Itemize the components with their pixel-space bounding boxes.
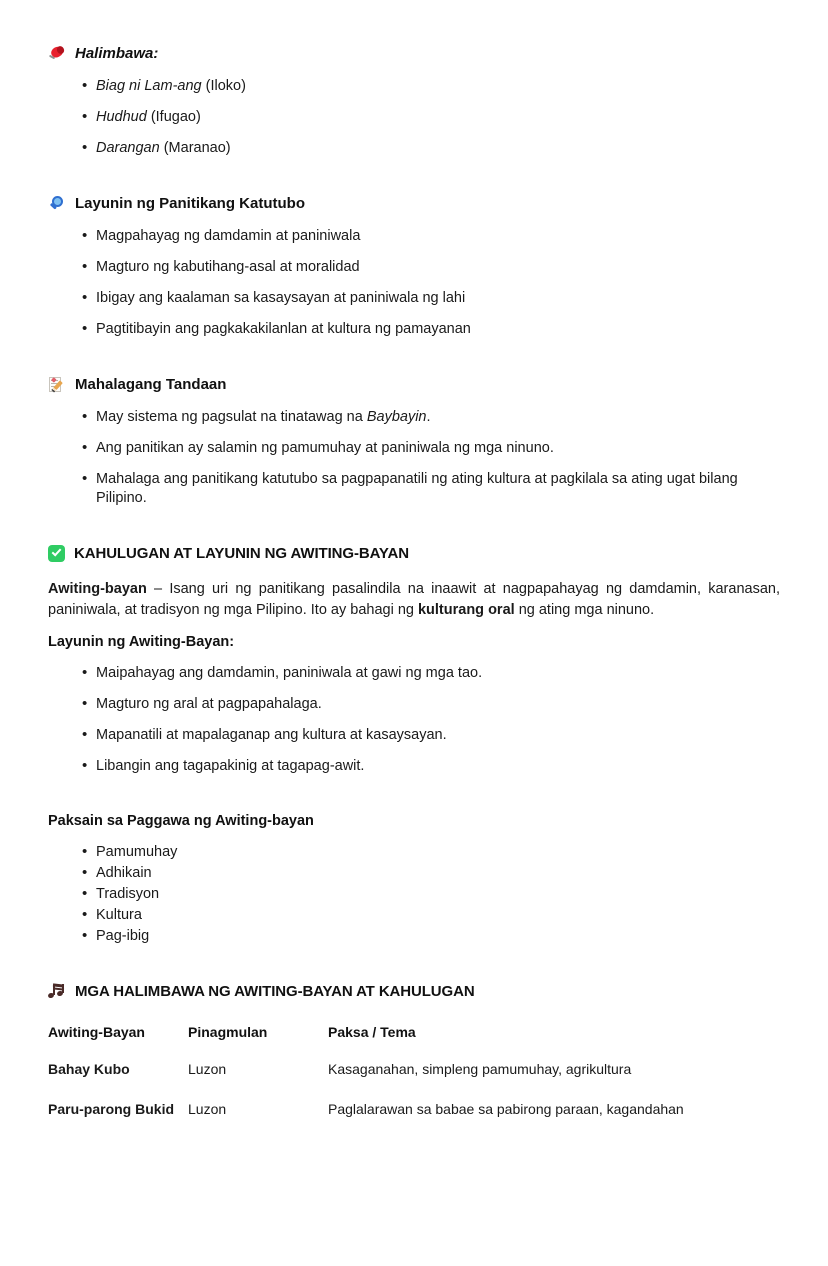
note-text-pre: May sistema ng pagsulat na tinatawag na [96, 409, 367, 425]
green-check-icon [48, 544, 66, 562]
section-heading-mahalagang-tandaan [48, 375, 780, 394]
musical-notes-icon [48, 984, 67, 1003]
definition-paragraph [48, 579, 780, 621]
note-text-post: . [426, 409, 431, 425]
list-item: • Mapanatili at mapalaganap ang kultura at kasaysayan. [48, 726, 780, 745]
list-item [48, 408, 780, 427]
work-origin: (Maranao) [159, 140, 231, 156]
heading-label-halimbawa-table: MGA HALIMBAWA NG AWITING-BAYAN AT KAHULUGAN [75, 983, 475, 1000]
work-origin: (Ifugao) [146, 109, 201, 125]
section-heading-paksain: Paksain sa Paggawa ng Awiting-bayan [48, 813, 314, 829]
pushpin-icon [48, 45, 67, 64]
list-paksain [48, 843, 780, 946]
list-item [48, 139, 780, 158]
magnifier-icon [48, 195, 67, 214]
list-item: • Adhikain [48, 864, 780, 883]
list-item [48, 108, 780, 127]
memo-icon [48, 376, 67, 395]
list-item: • Ang panitikan ay salamin ng pamumuhay at paniniwala ng mga ninuno. [48, 439, 780, 458]
cell-paksa: Kasaganahan, simpleng pamumuhay, agrikultura [328, 1060, 632, 1077]
section-heading-halimbawa [48, 44, 780, 63]
section-heading-kahulugan [48, 544, 780, 563]
term-awiting-bayan: Awiting-bayan [48, 581, 147, 597]
list-mahalagang-tandaan [48, 408, 780, 508]
work-title: Darangan [96, 140, 160, 156]
column-header-awiting-bayan: Awiting-Bayan [48, 1024, 145, 1040]
list-item: • Ibigay ang kaalaman sa kasaysayan at paniniwala ng lahi [48, 289, 780, 308]
definition-text-mid: – Isang uri ng panitikang pasalindila na inaawit at nagpapahayag ng damdamin, karanasan, paniniwala, at tradisyon ng mga Pilipino. Ito ay bahagi ng [48, 581, 780, 618]
cell-paksa: Paglalarawan sa babae sa pabirong paraan, kagandahan [328, 1100, 684, 1117]
cell-pinagmulan: Luzon [188, 1100, 227, 1117]
table-row [48, 1089, 780, 1129]
section-heading-layunin-panitikan [48, 194, 780, 213]
definition-text-end: ng ating mga ninuno. [514, 602, 655, 618]
awiting-bayan-table [48, 1015, 780, 1129]
work-origin: (Iloko) [201, 78, 246, 94]
list-item: • Kultura [48, 906, 780, 925]
list-item: • Mahalaga ang panitikang katutubo sa pagpapanatili ng ating kultura at pagkilala sa ating ugat bilang Pilipino. [48, 470, 780, 508]
list-halimbawa [48, 77, 780, 158]
term-kulturang-oral: kulturang oral [417, 602, 515, 618]
list-layunin-awiting-bayan [48, 664, 780, 776]
section-heading-halimbawa-table [48, 982, 780, 1001]
list-item: • Pagtitibayin ang pagkakakilanlan at kultura ng pamayanan [48, 320, 780, 339]
list-item [48, 77, 780, 96]
list-item: • Magturo ng kabutihang-asal at moralidad [48, 258, 780, 277]
baybayin-term: Baybayin [366, 409, 427, 425]
table-row [48, 1049, 780, 1089]
list-item: • Tradisyon [48, 885, 780, 904]
list-item: • Pag-ibig [48, 927, 780, 946]
column-header-pinagmulan: Pinagmulan [188, 1024, 268, 1040]
heading-label-layunin-panitikan: Layunin ng Panitikang Katutubo [75, 195, 305, 212]
cell-pinagmulan: Luzon [188, 1060, 227, 1077]
heading-label-mahalagang-tandaan: Mahalagang Tandaan [75, 376, 227, 393]
heading-label-halimbawa: Halimbawa: [75, 45, 159, 62]
list-layunin-panitikan [48, 227, 780, 339]
cell-awiting-bayan: Bahay Kubo [48, 1060, 130, 1077]
cell-awiting-bayan: Paru-parong Bukid [48, 1100, 175, 1117]
subheading-layunin-awiting-bayan: Layunin ng Awiting-Bayan: [48, 634, 235, 650]
column-header-paksa-tema: Paksa / Tema [328, 1024, 416, 1040]
list-item: • Maipahayag ang damdamin, paniniwala at gawi ng mga tao. [48, 664, 780, 683]
list-item: • Magturo ng aral at pagpapahalaga. [48, 695, 780, 714]
table-header-row [48, 1015, 780, 1049]
list-item: • Libangin ang tagapakinig at tagapag-awit. [48, 757, 780, 776]
work-title: Biag ni Lam-ang [96, 78, 202, 94]
list-item: • Pamumuhay [48, 843, 780, 862]
list-item: • Magpahayag ng damdamin at paniniwala [48, 227, 780, 246]
heading-label-kahulugan: KAHULUGAN AT LAYUNIN NG AWITING-BAYAN [74, 545, 409, 562]
work-title: Hudhud [96, 109, 147, 125]
